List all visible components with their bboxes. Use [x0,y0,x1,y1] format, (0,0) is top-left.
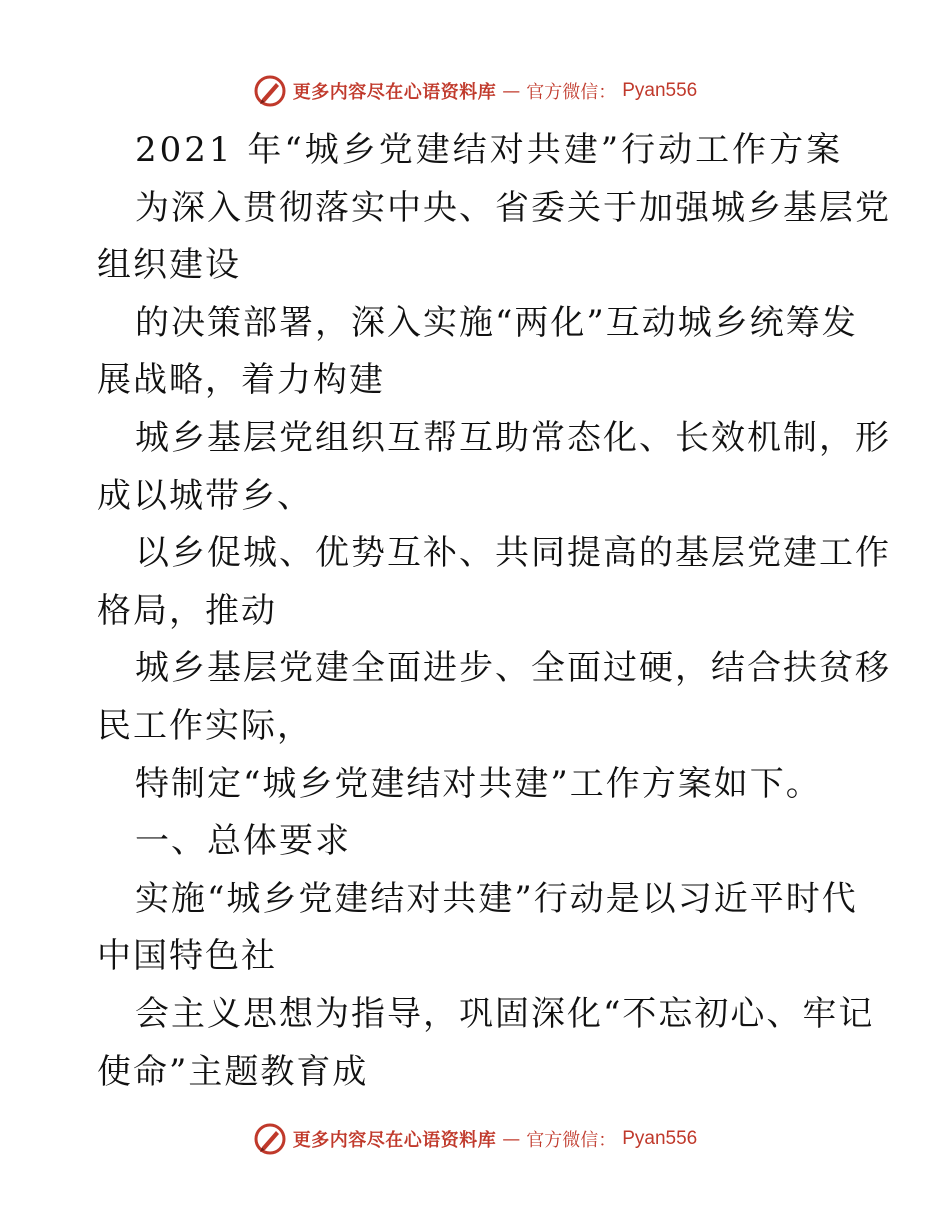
body-line-1: 为深入贯彻落实中央、省委关于加强城乡基层党 [135,187,891,228]
pen-logo-icon [253,1122,287,1156]
watermark-sub-text: 官方微信： [526,1130,617,1151]
body-line-7: 以乡促城、优势互补、共同提高的基层党建工作 [135,533,891,574]
body-line-14: 中国特色社 [97,936,277,977]
body-line-9: 城乡基层党建全面进步、全面过硬，结合扶贫移 [135,648,891,689]
watermark-main-text: 更多内容尽在心语资料库 [292,82,497,103]
watermark-sub-text: 官方微信： [526,82,617,103]
watermark-wechat-id: Pyan556 [622,80,698,101]
watermark-content [253,74,698,108]
body-line-6: 成以城带乡、 [97,475,313,516]
body-line-5: 城乡基层党组织互帮互助常态化、长效机制，形 [135,417,891,458]
body-line-3: 的决策部署，深入实施“两化”互动城乡统筹发 [135,302,858,343]
body-line-11: 特制定“城乡党建结对共建”工作方案如下。 [135,763,822,804]
body-line-16: 使命”主题教育成 [97,1051,369,1092]
pen-logo-icon [253,74,287,108]
watermark-separator: — [502,1128,521,1150]
watermark-separator: — [502,80,521,102]
body-line-10: 民工作实际， [97,705,313,746]
section-heading: 一、总体要求 [135,821,351,862]
body-line-15: 会主义思想为指导，巩固深化“不忘初心、牢记 [135,993,875,1034]
body-line-4: 展战略，着力构建 [97,360,385,401]
header-watermark [0,66,950,116]
body-line-8: 格局，推动 [97,590,277,631]
document-title: 2021 年“城乡党建结对共建”行动工作方案 [135,130,844,170]
document-body [97,122,891,1101]
body-line-13: 实施“城乡党建结对共建”行动是以习近平时代 [135,878,858,919]
footer-watermark [0,1114,950,1164]
watermark-content [253,1122,698,1156]
body-line-2: 组织建设 [97,245,241,286]
watermark-main-text: 更多内容尽在心语资料库 [292,1130,497,1151]
watermark-wechat-id: Pyan556 [622,1128,698,1149]
